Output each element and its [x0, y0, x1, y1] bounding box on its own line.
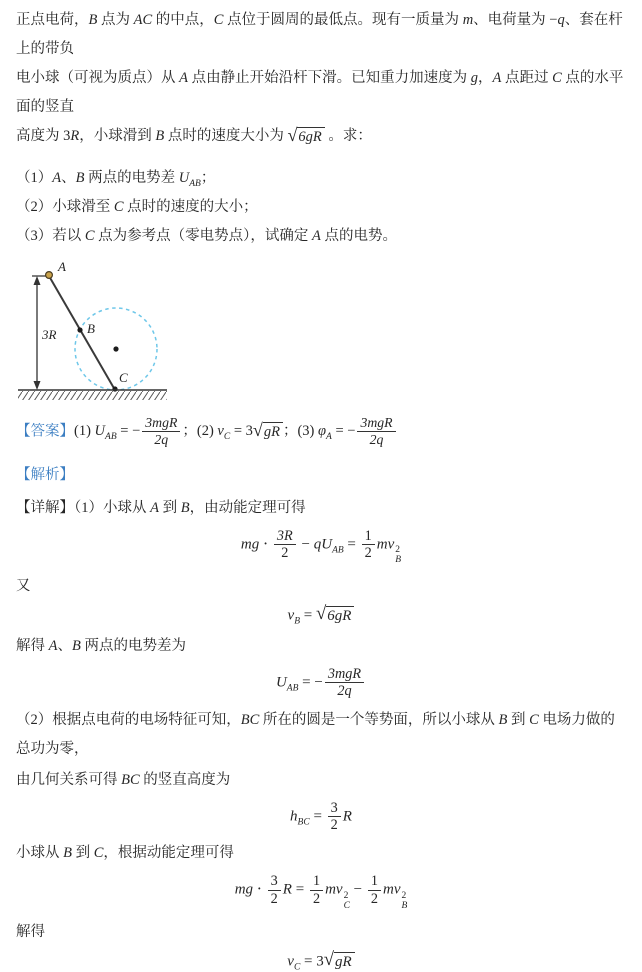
point-B-dot [77, 327, 82, 332]
question-list [16, 165, 626, 249]
height-label: 3R [42, 327, 57, 342]
equation-vB: $v_B$ = √ 6gR [16, 606, 626, 626]
ground-hatching [18, 391, 167, 400]
point-A-label: A [58, 259, 66, 274]
question-2: （2）小球滑至 C 点时的速度的大小； [16, 199, 258, 215]
answer-line [16, 415, 626, 448]
detail-solve: 解得 [16, 923, 45, 940]
detail-paragraph-3a: （2）根据点电荷的电场特征可知，BC 所在的圆是一个等势面，所以小球从 B 到 C 电场力做的总功为零， [16, 711, 615, 757]
point-B-label: B [87, 321, 95, 336]
detail-paragraph-1 [16, 494, 626, 523]
problem-line-3: 高度为 3R，小球滑到 B 点时的速度大小为 √ 6gR 。求： [16, 125, 372, 146]
analysis-label: 【解析】 [16, 466, 74, 483]
equation-vC: $v_C = 3$ √ gR [16, 952, 626, 972]
answer-label: 【答案】 [16, 423, 74, 440]
equation-work-energy-AB: mg ⋅ $\frac{3R}{2}$ − $qU_{AB}$ = $\frac{1}{2}$ mv 2 B [240, 527, 402, 565]
detail-also: 又 [16, 577, 31, 594]
rod-line [49, 276, 115, 390]
arrowhead-down-icon [34, 381, 41, 390]
detail-paragraph-3b: 由几何关系可得 BC 的竖直高度为 [16, 771, 231, 788]
problem-figure [16, 257, 626, 403]
detail-paragraph-4: 小球从 B 到 C，根据动能定理可得 [16, 845, 234, 862]
answer-content: (1) $U_{AB}$ = − $\frac{\text{3mgR}}{2q}$ ；(2) $v_C = 3$ √ gR ；(3) $\varphi_A$ = − $\frac{\text{3mgR}}{2q}$ [74, 423, 398, 439]
problem-statement [16, 6, 626, 151]
question-3: （3）若以 C 点为参考点（零电势点），试确定 A 点的电势。 [16, 228, 398, 244]
circle-center-dot [113, 346, 118, 351]
question-1: （1）A、B 两点的电势差 $U_{AB}$； [16, 170, 216, 189]
equation-work-energy-BC: mg ⋅ $\frac{3}{2}$ R = $\frac{1}{2}$ mv 2 C − $\frac{1}{2}$ mv 2 B [234, 873, 408, 911]
detail-paragraph-2: 解得 A、B 两点的电势差为 [16, 637, 186, 654]
point-C-dot [112, 386, 117, 391]
problem-line-2: 电小球（可视为质点）从 A 点由静止开始沿杆下滑。已知重力加速度为 g，A 点距过 C 点的水平面的竖直 [16, 70, 624, 115]
equation-hBC: $h_{BC}$ = $\frac{3}{2}$ R [290, 799, 352, 833]
point-C-label: C [119, 370, 128, 385]
detail-label: 【详解】 [16, 499, 74, 516]
bead-A-dot [46, 272, 53, 279]
figure-svg [16, 257, 201, 403]
arrowhead-up-icon [34, 276, 41, 285]
detail-p1-text: （1）小球从 A 到 B，由动能定理可得 [74, 499, 306, 516]
problem-line-1: 正点电荷，B 点为 AC 的中点，C 点位于圆周的最低点。现有一质量为 m、电荷量为 −q、套在杆上的带负 [16, 12, 623, 57]
analysis-line [16, 462, 626, 488]
equation-UAB: $U_{AB}$ = − $\frac{\text{3mgR}}{2q}$ [16, 666, 626, 700]
